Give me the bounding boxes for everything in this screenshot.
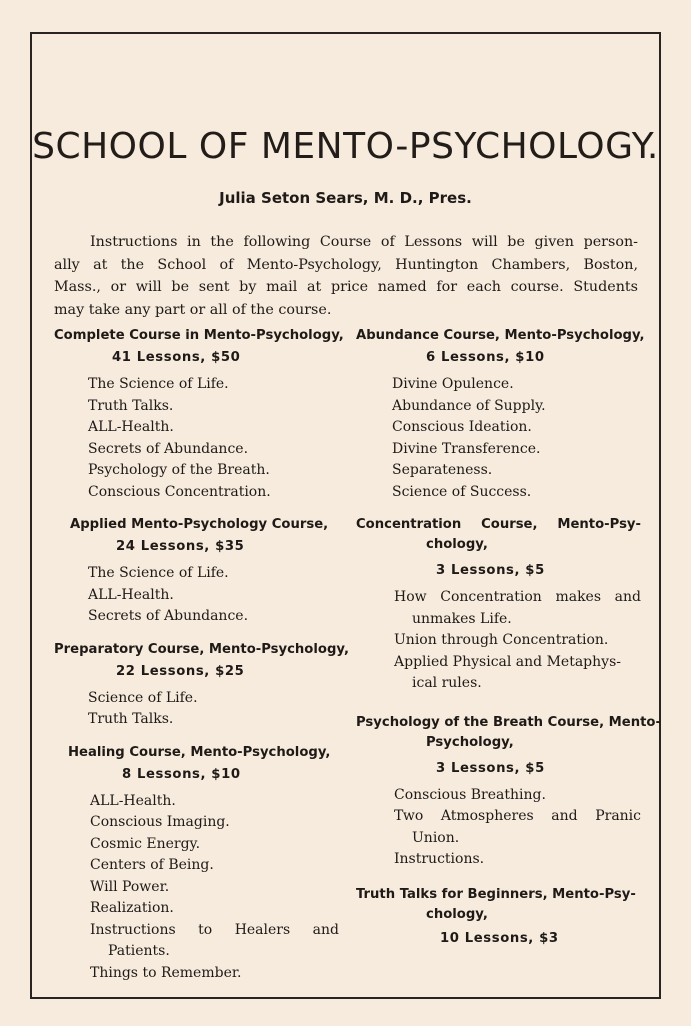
lesson-item: Things to Remember. (90, 964, 242, 981)
course-concentration (356, 515, 641, 695)
lesson-item: Divine Transference. (392, 440, 541, 457)
course-title: Healing Course, Mento-Psychology, (68, 744, 331, 760)
lesson-item: The Science of Life. (88, 376, 229, 392)
course-healing (54, 743, 339, 985)
page-title: SCHOOL OF MENTO-PSYCHOLOGY. (32, 126, 659, 167)
lesson-list (356, 785, 641, 871)
lesson-item: Centers of Being. (90, 857, 214, 873)
course-title-line: Truth Talks for Beginners, Mento-Psy- (356, 886, 636, 902)
lesson-line: unmakes Life. (412, 610, 512, 627)
lesson-list (356, 374, 641, 503)
lesson-item: ALL-Health. (88, 419, 174, 435)
lesson-list (356, 587, 641, 695)
president-line: Julia Seton Sears, M. D., Pres. (219, 189, 472, 207)
course-title-line: Psychology of the Breath Course, Mento- (356, 714, 661, 730)
lesson-item: Secrets of Abundance. (88, 608, 249, 624)
course-truth-talks (356, 885, 641, 949)
lesson-item (90, 920, 339, 963)
intro-line: ally at the School of Mento-Psychology, Huntington Chambers, Boston, (54, 256, 638, 273)
lesson-item (394, 806, 641, 849)
lesson-item: Divine Opulence. (392, 376, 514, 392)
lesson-list (54, 688, 339, 731)
course-title-line: Concentration Course, Mento-Psy- (356, 517, 641, 532)
lesson-item: Science of Life. (88, 689, 198, 706)
lesson-item: ALL-Health. (90, 792, 176, 809)
course-title: Abundance Course, Mento-Psychology, (356, 328, 645, 343)
lesson-list (54, 374, 339, 503)
lesson-item: Instructions. (394, 851, 485, 867)
course-applied (54, 515, 339, 628)
lesson-line: ical rules. (412, 675, 482, 691)
lesson-item: Conscious Concentration. (88, 483, 271, 500)
course-price: 8 Lessons, $10 (122, 766, 241, 782)
intro-line: Instructions in the following Course of Lessons will be given person- (90, 234, 638, 250)
course-breath (356, 713, 661, 871)
course-price: 6 Lessons, $10 (426, 350, 545, 365)
lesson-item: Abundance of Supply. (392, 397, 546, 414)
lesson-item: Secrets of Abundance. (88, 440, 249, 457)
course-price: 41 Lessons, $50 (112, 350, 241, 365)
lesson-list (54, 563, 339, 628)
intro-line: may take any part or all of the course. (54, 301, 332, 318)
lesson-line: Applied Physical and Metaphys- (394, 653, 621, 670)
lesson-item: Cosmic Energy. (90, 835, 201, 852)
lesson-line: Two Atmospheres and Pranic (394, 808, 641, 824)
lesson-item: Science of Success. (392, 483, 532, 500)
course-title: Applied Mento-Psychology Course, (70, 517, 329, 532)
lesson-item: Union through Concentration. (394, 632, 609, 648)
left-column (54, 326, 349, 984)
course-title-line: chology, (426, 537, 488, 552)
course-title (356, 885, 641, 925)
course-complete (54, 326, 344, 503)
course-title: Complete Course in Mento-Psychology, (54, 328, 344, 343)
lesson-item: Conscious Ideation. (392, 419, 532, 435)
course-title (356, 713, 661, 753)
course-title-line: chology, (426, 906, 488, 922)
lesson-item: Realization. (90, 900, 174, 916)
lesson-item: Will Power. (90, 878, 170, 895)
lesson-list (54, 791, 339, 985)
lesson-item (394, 587, 641, 630)
right-column (356, 326, 661, 955)
lesson-item: Separateness. (392, 462, 493, 478)
course-preparatory (54, 640, 349, 731)
lesson-item (394, 652, 641, 695)
lesson-line: How Concentration makes and (394, 589, 641, 605)
course-title: Preparatory Course, Mento-Psychology, (54, 641, 349, 657)
lesson-line: Union. (412, 829, 460, 846)
course-price: 22 Lessons, $25 (116, 663, 245, 679)
lesson-line: Instructions to Healers and (90, 921, 339, 938)
course-title-line: Psychology, (426, 734, 514, 750)
course-price: 24 Lessons, $35 (116, 539, 245, 554)
intro-line: Mass., or will be sent by mail at price named for each course. Students (54, 279, 638, 295)
lesson-item: Truth Talks. (88, 397, 174, 414)
lesson-item: Conscious Breathing. (394, 786, 546, 803)
course-price: 10 Lessons, $3 (440, 930, 559, 946)
lesson-line: Patients. (108, 943, 170, 959)
lesson-item: ALL-Health. (88, 586, 174, 603)
course-title (356, 515, 641, 555)
lesson-item: Conscious Imaging. (90, 814, 230, 830)
lesson-item: The Science of Life. (88, 565, 229, 581)
lesson-item: Psychology of the Breath. (88, 462, 270, 478)
course-abundance (356, 326, 645, 503)
intro-paragraph (54, 231, 638, 321)
lesson-item: Truth Talks. (88, 711, 174, 727)
course-price: 3 Lessons, $5 (436, 563, 545, 578)
course-price: 3 Lessons, $5 (436, 760, 545, 776)
